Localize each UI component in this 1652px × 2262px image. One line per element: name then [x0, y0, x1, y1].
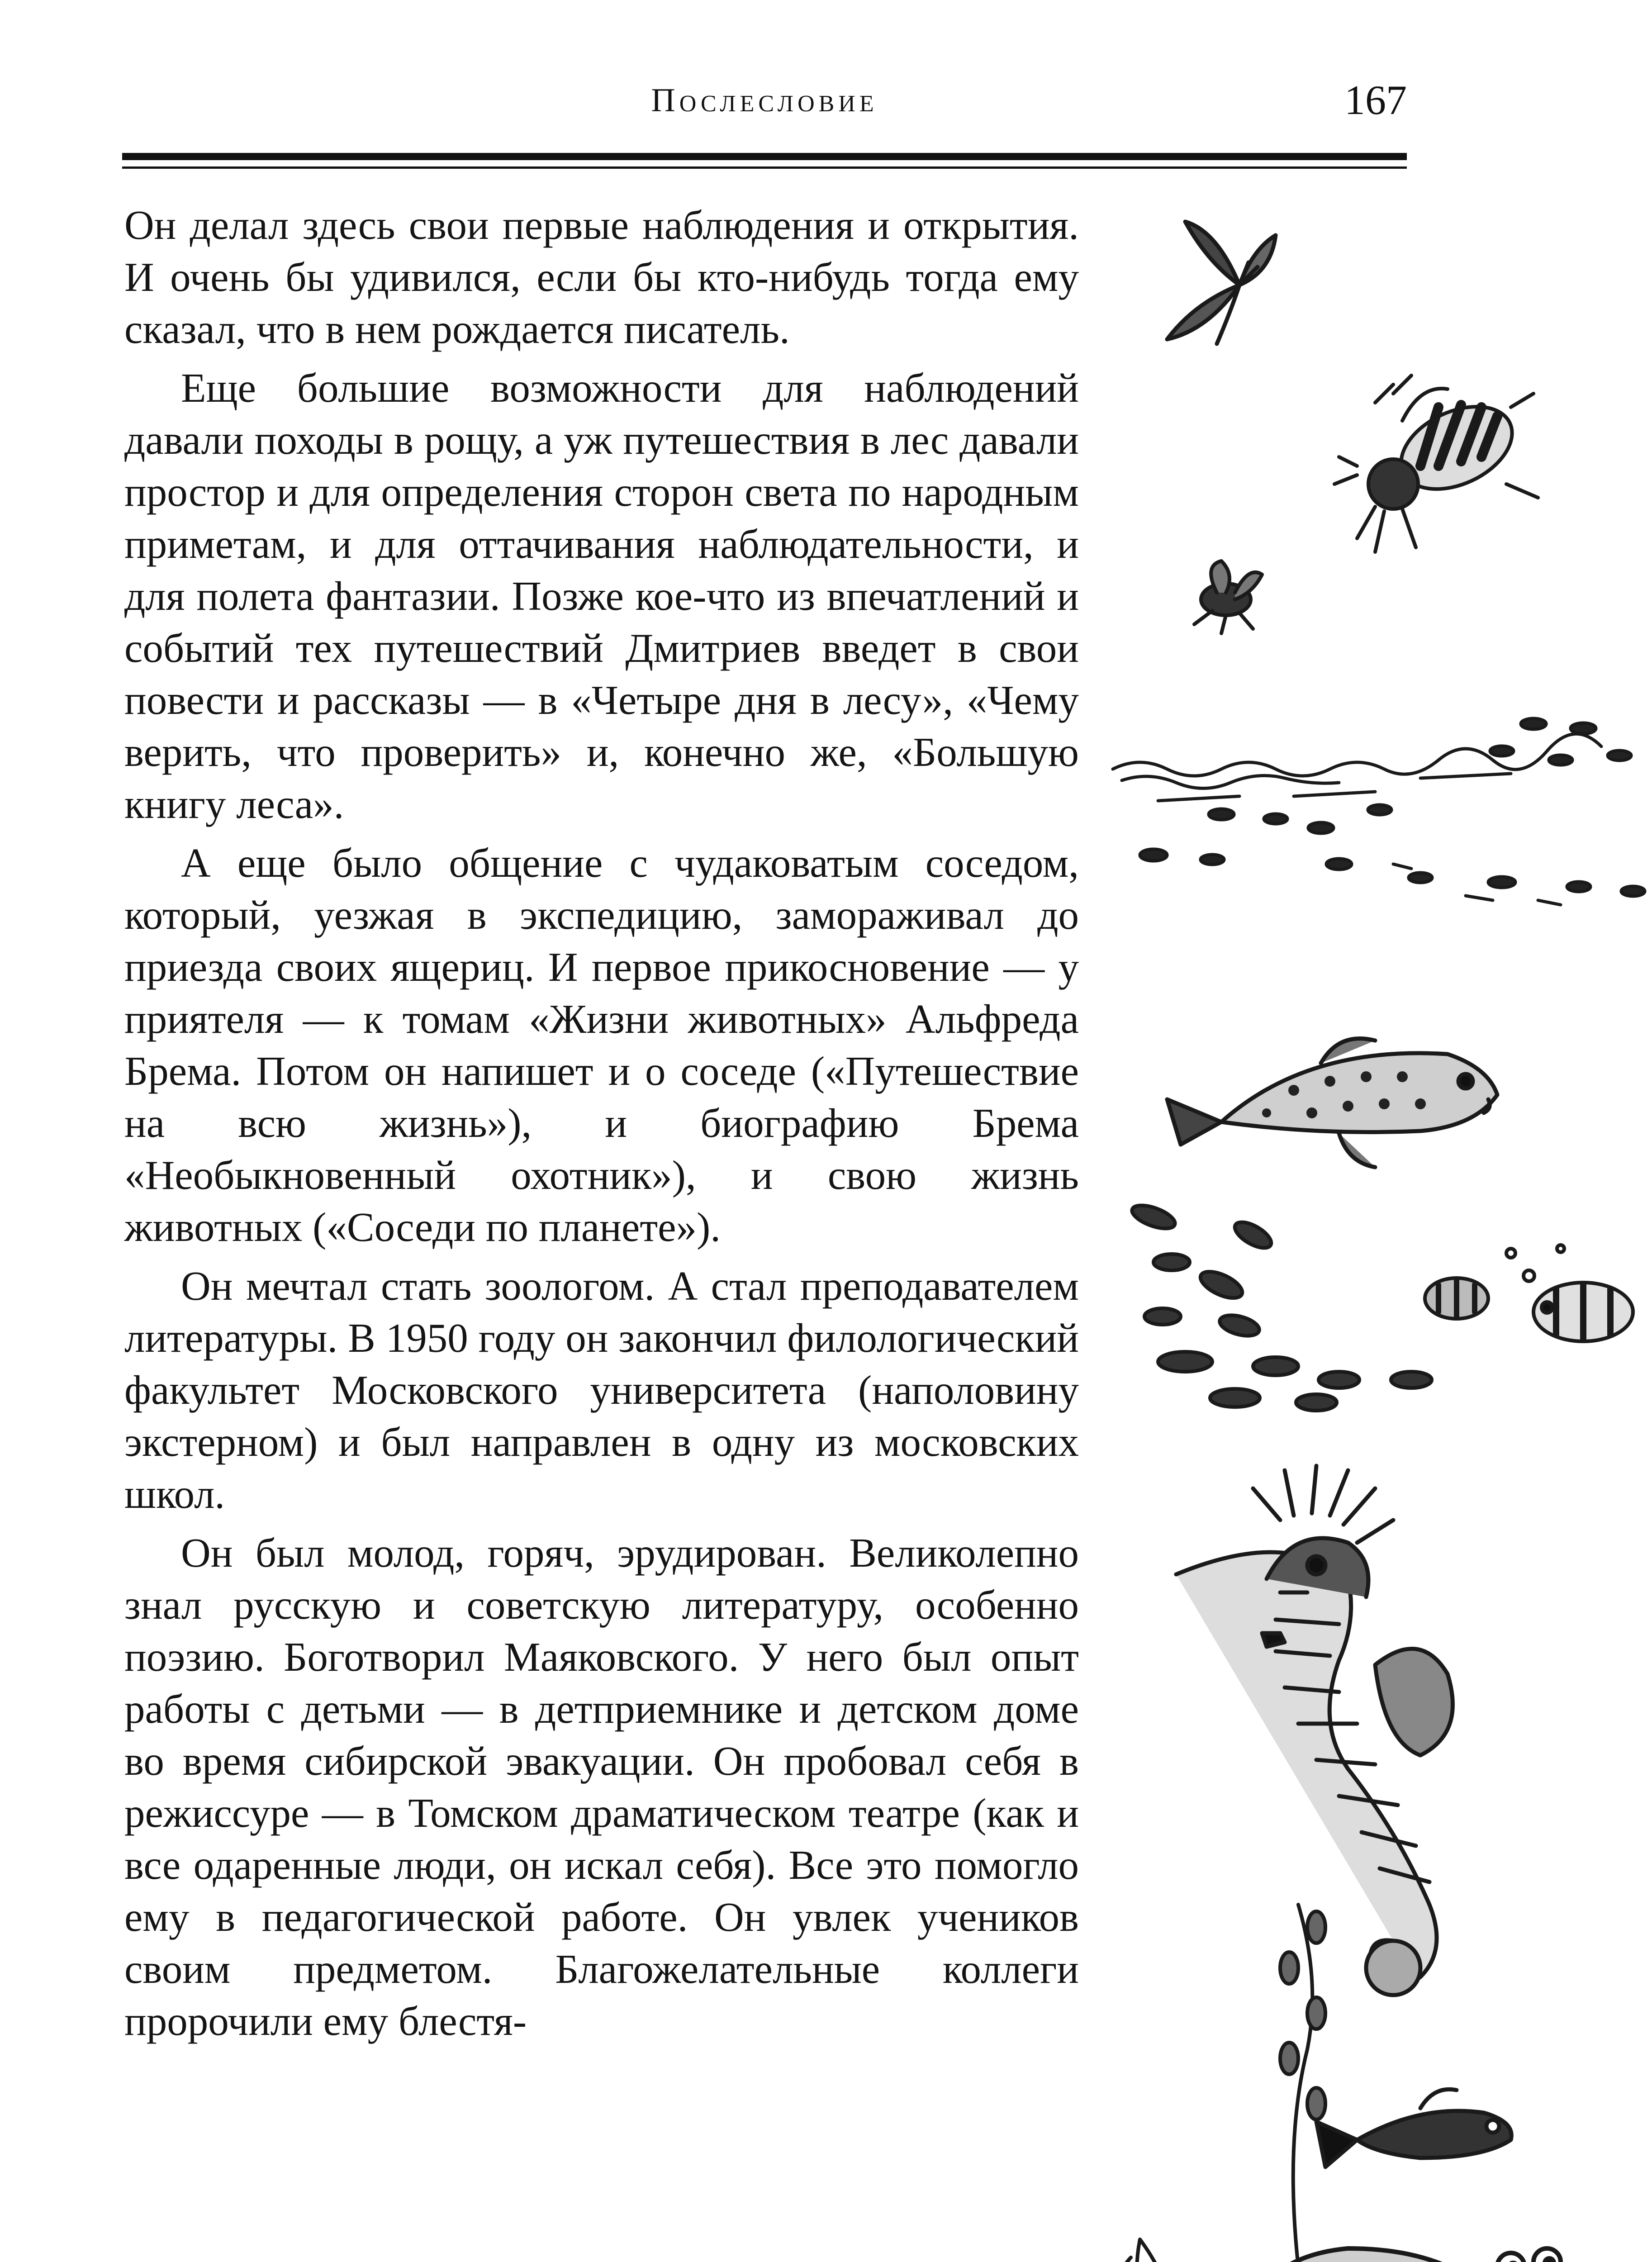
- paragraph: Он был молод, горяч, эрудирован. Великолепно знал русскую и советскую литературу, особенно поэзию. Боготворил Маяковского. У него был опыт работы с детьми — в детприемнике и детском доме во время сибирской эвакуации. Он пробовал себя в режиссуре — в Томском драматическом театре (как и все одаренные люди, он искал себя). Все это помогло ему в педагогической работе. Он увлек учеников своим предметом. Благожелательные коллеги пророчили ему блестя-: [124, 1530, 1079, 2044]
- fish-school-icon: [1113, 718, 1645, 905]
- paragraph: Он мечтал стать зоологом. А стал преподавателем литературы. В 1950 году он закончил филологический факультет Московского университета (наполовину экстерном) и был направлен в одну из московских школ.: [124, 1263, 1079, 1517]
- body-text: [124, 199, 1079, 2054]
- seaweed-icon: [1119, 1905, 1325, 2262]
- header-rule-thick: [122, 153, 1407, 160]
- paragraph: А еще было общение с чудаковатым соседом, который, уезжая в экспедицию, замораживал до приезда своих ящериц. И первое прикосновение — у приятеля — к томам «Жизни животных» Альфреда Брема. Потом он напишет и о соседе («Путешествие на всю жизнь»), и биографию Брема «Необыкновенный охотник»), и свою жизнь животных («Соседи по планете»).: [124, 840, 1079, 1250]
- fish-icon: [1316, 2089, 1511, 2167]
- margin-illustrations: [1104, 195, 1652, 2262]
- fish-icon: [1167, 1039, 1497, 1167]
- paragraph: Он делал здесь свои первые наблюдения и открытия. И очень бы удивился, если бы кто-нибудь тогда ему сказал, что в нем рождается писатель.: [124, 202, 1079, 352]
- hermit-crab-icon: [1176, 2248, 1561, 2262]
- small-fishes-icon: [1129, 1201, 1633, 1411]
- running-title: Послесловие: [651, 82, 878, 119]
- header-rule-thin: [122, 166, 1407, 169]
- fly-icon: [1194, 561, 1262, 633]
- page-number: 167: [1344, 77, 1407, 123]
- butterfly-icon: [1167, 222, 1276, 344]
- paragraph: Еще большие возможности для наблюдений давали походы в рощу, а уж путешествия в лес давали простор и для определения сторон света по народным приметам, и для оттачивания наблюдательности, и для полета фантазии. Позже кое-что из впечатлений и событий тех путешествий Дмитриев введет в свои повести и рассказы — в «Четыре дня в лесу», «Чему верить, что проверить» и, конечно же, «Большую книгу леса».: [124, 365, 1079, 827]
- bee-icon: [1334, 375, 1538, 552]
- page-header: [122, 77, 1407, 140]
